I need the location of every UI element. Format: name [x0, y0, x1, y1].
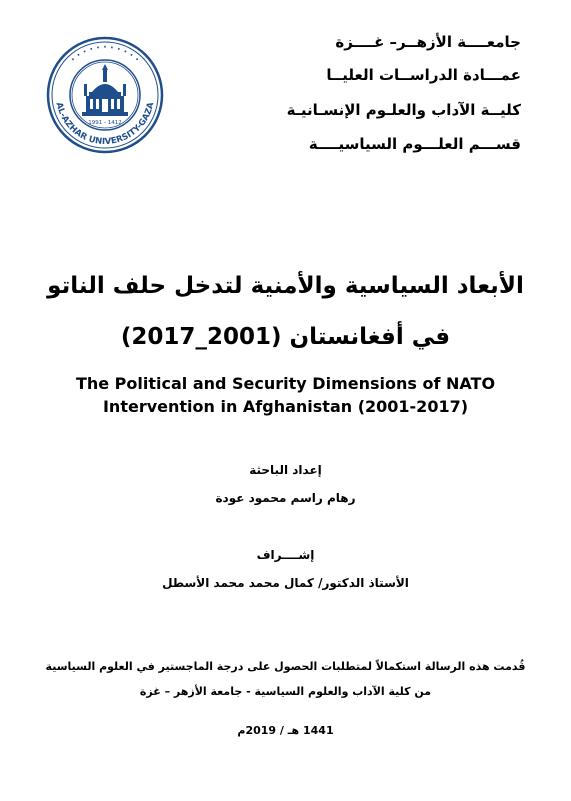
thesis-title-arabic-line1: الأبعاد السياسية والأمنية لتدخل حلف الناتو — [47, 273, 524, 299]
thesis-title-english-line1: The Political and Security Dimensions of NATO — [75, 374, 496, 393]
university-seal-logo — [46, 36, 164, 154]
prepared-by-label: إعداد الباحثة — [249, 463, 322, 477]
seal-text-en: AL-AZHAR UNIVERSITY-GAZA — [53, 101, 157, 148]
header-faculty: كليــة الآداب والعلـوم الإنسـانيـة — [286, 101, 521, 119]
svg-text:· · · · · · · · · · ·: · · · · · · · · · · · — [69, 43, 141, 65]
thesis-title-english-line2: Intervention in Afghanistan (2001-2017) — [102, 397, 469, 416]
submission-statement-line2: من كلية الآداب والعلوم السياسية - جامعة الأزهر – غزة — [139, 685, 432, 698]
header-university: جامعــــة الأزهــر– غــــزة — [335, 33, 521, 51]
thesis-title-english — [0, 372, 571, 418]
header-department: قســـم العلـــوم السياسيــــة — [308, 135, 521, 153]
submission-date: 1441 هـ / 2019م — [237, 724, 334, 737]
submission-statement-line1: قُدمت هذه الرسالة استكمالاً لمتطلبات الحصول على درجة الماجستير في العلوم السياسية — [45, 660, 526, 673]
researcher-name: رهام راسم محمود عودة — [215, 491, 356, 505]
thesis-title-arabic-line2: في أفغانستان (2001_2017) — [120, 324, 451, 350]
header-graduate-deanship: عمـــادة الدراســات العليــا — [326, 66, 521, 84]
supervisor-name: الأستاذ الدكتور/ كمال محمد محمد الأسطل — [162, 576, 409, 590]
supervision-label: إشــــراف — [256, 548, 315, 562]
svg-text:1991 - 1412: 1991 - 1412 — [88, 120, 122, 126]
